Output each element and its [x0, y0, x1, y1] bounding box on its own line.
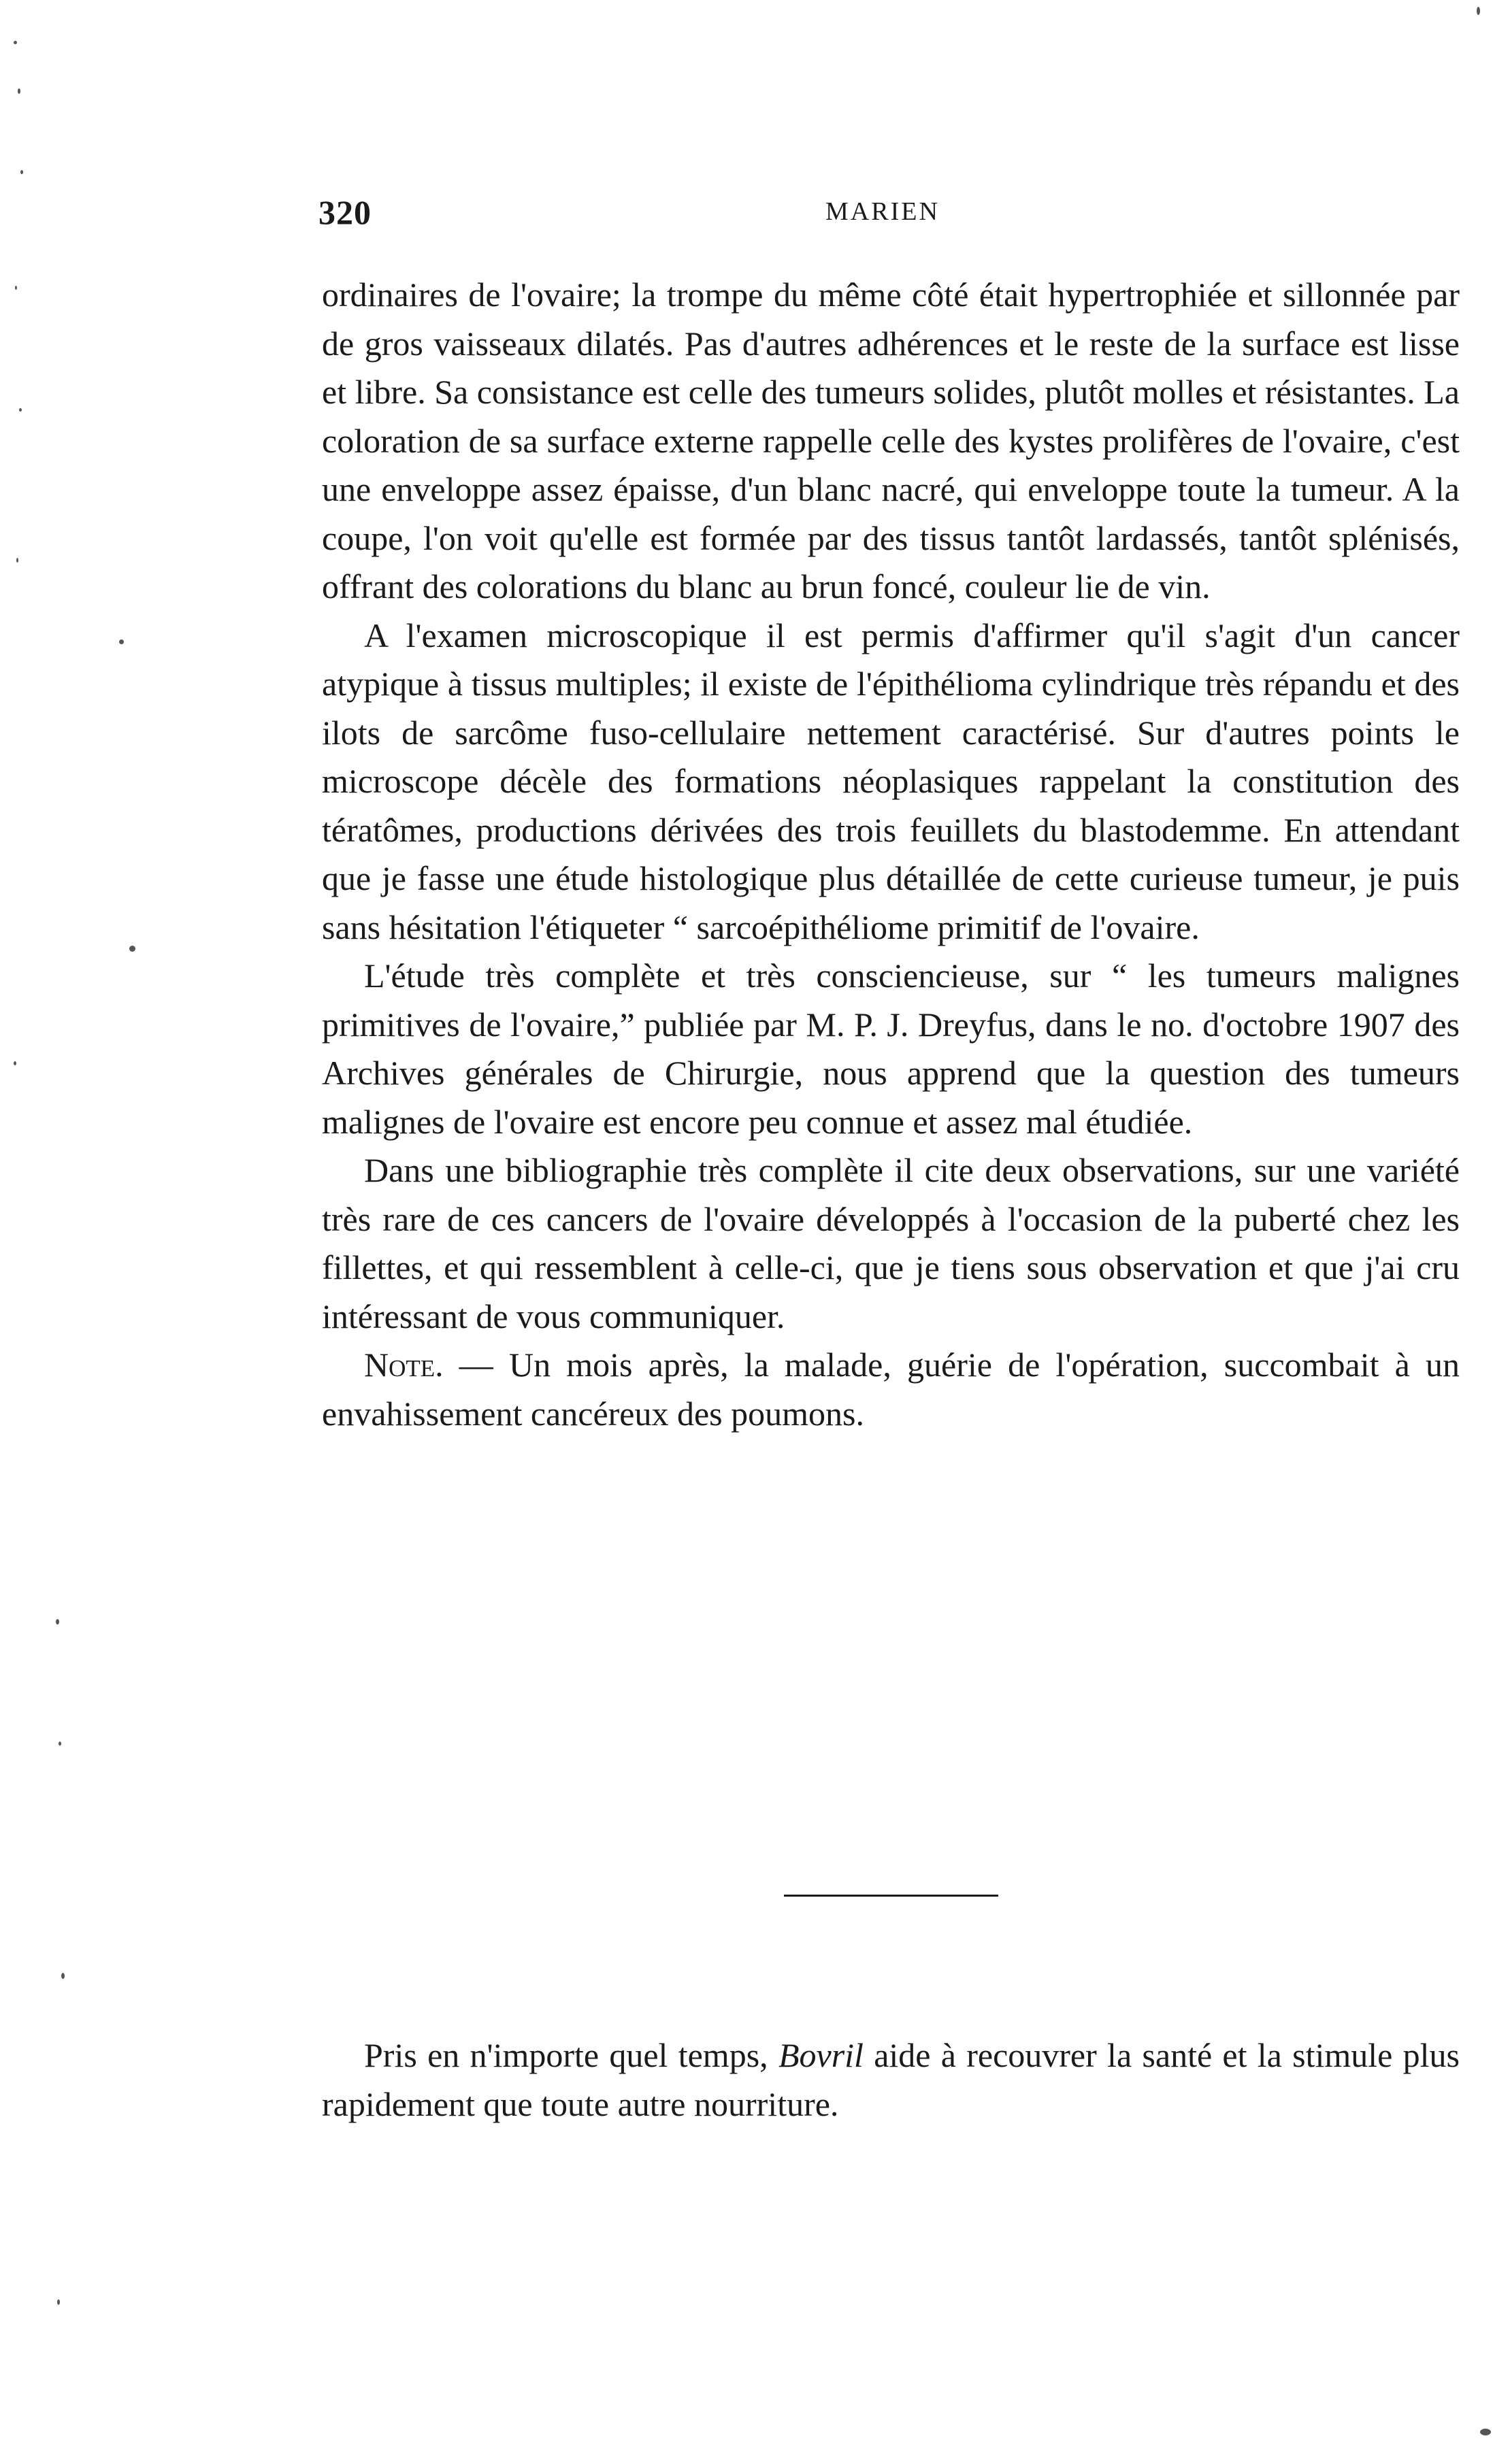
note-dash: — [443, 1346, 509, 1384]
advertisement [322, 2031, 1460, 2129]
advert-text-after: aide à recouvrer la santé et la stimule plus rapidement que toute autre nourriture. [322, 2036, 1460, 2123]
note-label: Note. [364, 1346, 444, 1384]
paragraph-1: ordinaires de l'ovaire; la trompe du même côté était hypertrophiée et sillonnée par de gros vaisseaux dilatés. Pas d'autres adhérences et le reste de la surface est lisse et libre. Sa consistance est celle des tumeurs solides, plutôt molles et résistantes. La coloration de sa surface externe rappelle celle des kystes prolifères de l'ovaire, c'est une enveloppe assez épaisse, d'un blanc nacré, qui enveloppe toute la tumeur. A la coupe, l'on voit qu'elle est formée par des tissus tantôt lardassés, tantôt splénisés, offrant des colorations du blanc au brun foncé, couleur lie de vin. [322, 276, 1460, 605]
running-head: MARIEN [825, 197, 940, 226]
advert-text-before: Pris en n'importe quel temps, [364, 2036, 778, 2074]
advert-paragraph [322, 2031, 1460, 2129]
page-number: 320 [318, 193, 372, 231]
note-paragraph [322, 1341, 1460, 1438]
paragraph-2: A l'examen microscopique il est permis d'affirmer qu'il s'agit d'un cancer atypique à tissus multiples; il existe de l'épithélioma cylindrique très répandu et des ilots de sarcôme fuso-cellulaire nettement caractérisé. Sur d'autres points le microscope décèle des formations néoplasiques rappelant la constitution des tératômes, productions dérivées des trois feuillets du blastodemme. En attendant que je fasse une étude histologique plus détaillée de cette curieuse tumeur, je puis sans hésitation l'étiqueter “ sarcoépithéliome primitif de l'ovaire. [322, 616, 1460, 946]
paragraph-4: Dans une bibliographie très complète il cite deux observations, sur une variété très rare de ces cancers de l'ovaire développés à l'occasion de la puberté chez les fillettes, et qui ressemblent à celle-ci, que je tiens sous observation et que j'ai cru intéressant de vous communiquer. [322, 1151, 1460, 1335]
paragraph-3: L'étude très complète et très consciencieuse, sur “ les tumeurs malignes primitives de l'ovaire,” publiée par M. P. J. Dreyfus, dans le no. d'octobre 1907 des Archives générales de Chirurgie, nous apprend que la question des tumeurs malignes de l'ovaire est encore peu connue et assez mal étudiée. [322, 956, 1460, 1141]
advert-brand: Bovril [778, 2036, 864, 2074]
body-text [322, 271, 1460, 1438]
note-text: Un mois après, la malade, guérie de l'opération, succombait à un envahissement cancéreux des poumons. [322, 1346, 1460, 1433]
section-divider [784, 1895, 998, 1897]
page-header [318, 193, 1462, 247]
